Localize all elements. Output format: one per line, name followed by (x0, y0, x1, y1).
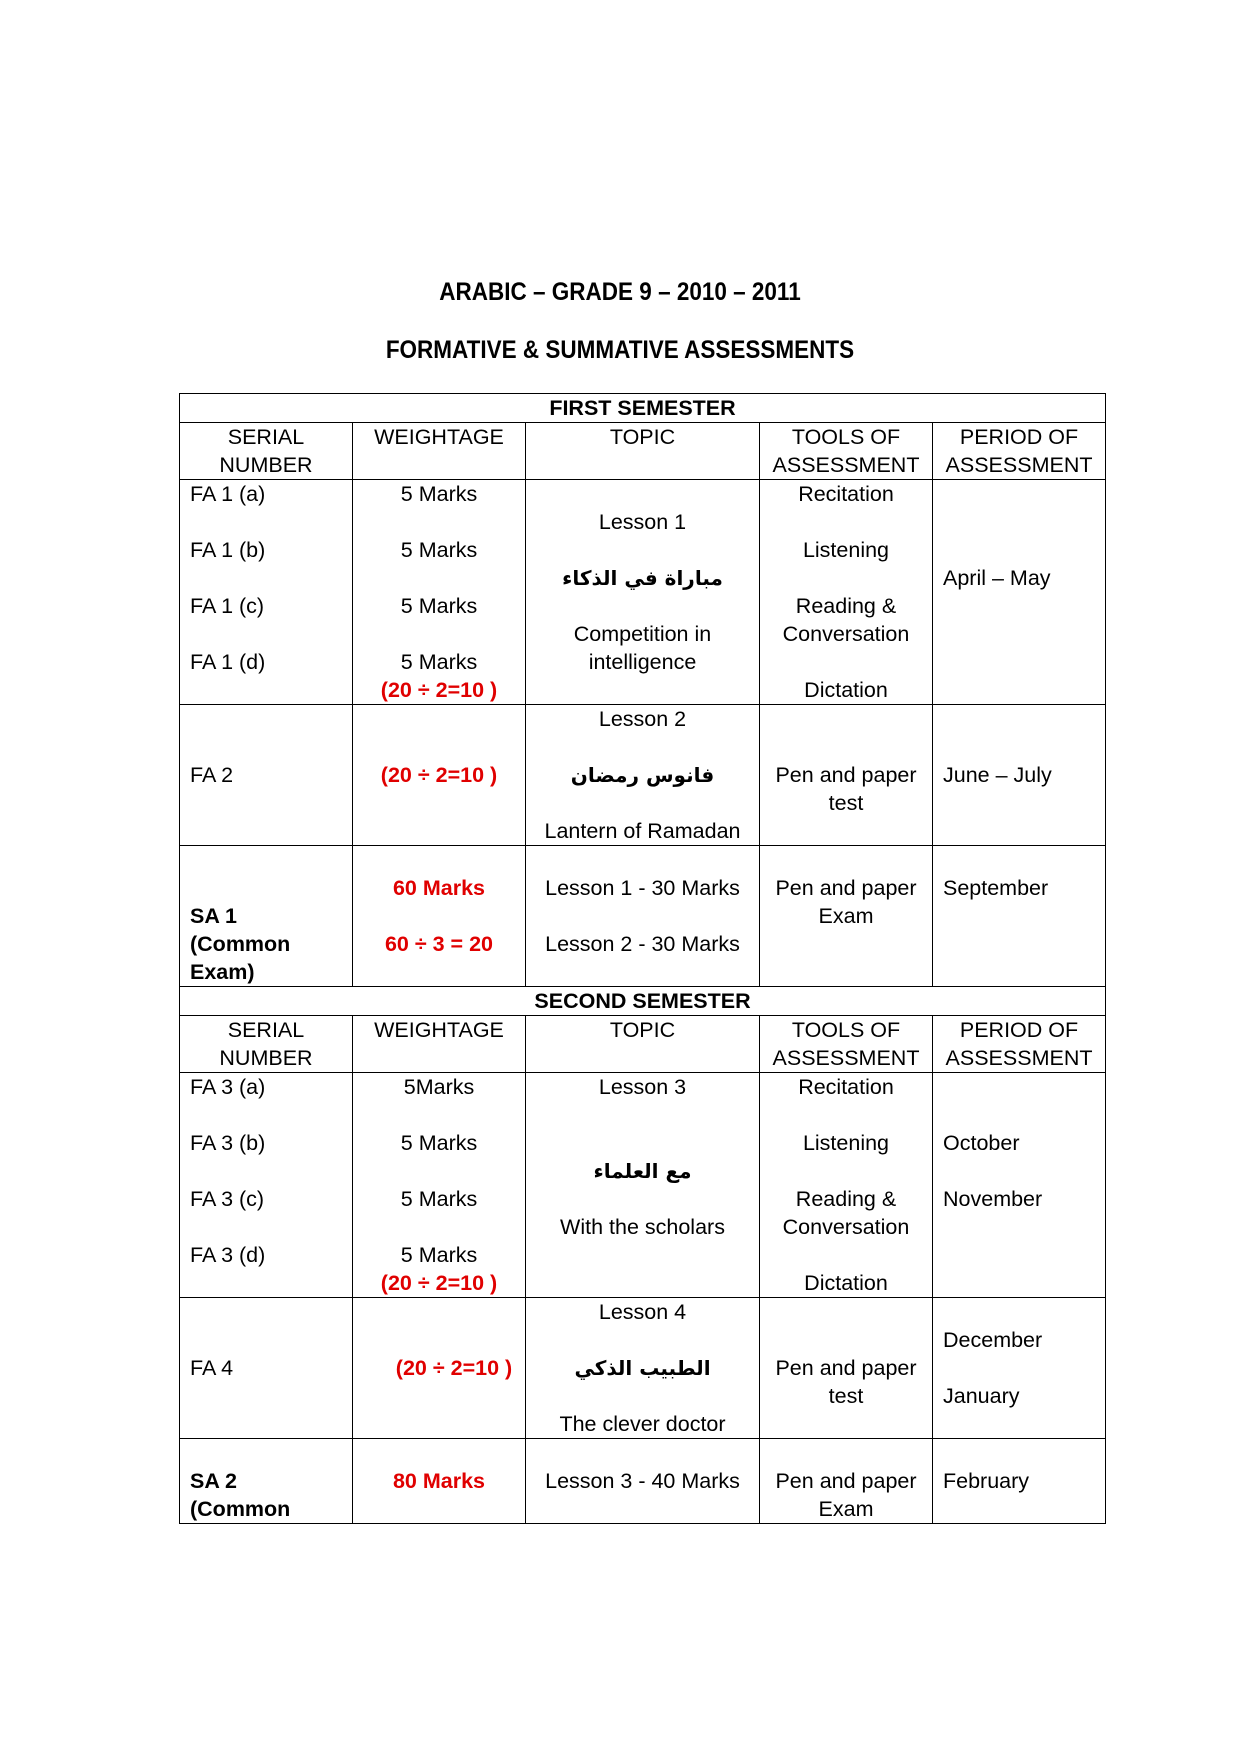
fa1-topic-english-1: Competition in (573, 622, 712, 646)
fa3-weight-total: (20 ÷ 2=10 ) (380, 1271, 498, 1295)
fa2-serial: FA 2 (190, 763, 234, 787)
fa3-serial-c: FA 3 (c) (190, 1187, 265, 1211)
fa1-tool-reading: Reading & (795, 594, 897, 618)
sa2-tools-line-2: Exam (818, 1497, 874, 1521)
fa3-period-cell (933, 1073, 1106, 1298)
fa1-period-cell (933, 480, 1106, 705)
header-row (180, 423, 1106, 480)
sa2-weight: 80 Marks (392, 1469, 486, 1493)
sa1-tools-line-1: Pen and paper (775, 876, 917, 900)
fa2-weight: (20 ÷ 2=10 ) (380, 763, 498, 787)
fa1-weight-cell (353, 480, 526, 705)
fa1-weight-a: 5 Marks (400, 482, 478, 506)
first-semester-row (180, 394, 1106, 423)
fa1-serial-b: FA 1 (b) (190, 538, 266, 562)
header2-serial-line-2: NUMBER (219, 1046, 313, 1070)
fa2-tools-line-2: test (828, 791, 864, 815)
header2-topic: TOPIC (526, 1016, 760, 1073)
fa1-tool-recitation: Recitation (798, 482, 894, 506)
fa3-serial-b: FA 3 (b) (190, 1131, 266, 1155)
fa4-weight-cell (353, 1298, 526, 1439)
fa2-weight-cell (353, 705, 526, 846)
fa3-tool-reading: Reading & (795, 1187, 897, 1211)
sa2-topic-cell (526, 1439, 760, 1524)
sa1-tools-line-2: Exam (818, 904, 874, 928)
document-subtitle: FORMATIVE & SUMMATIVE ASSESSMENTS (385, 336, 855, 364)
fa3-serial-cell (180, 1073, 353, 1298)
sa1-weight-cell (353, 846, 526, 987)
header2-serial (180, 1016, 353, 1073)
fa3-serial-a: FA 3 (a) (190, 1075, 266, 1099)
sa2-period: February (943, 1469, 1030, 1493)
fa1-topic-lesson: Lesson 1 (598, 510, 687, 534)
sa1-weight-formula: 60 ÷ 3 = 20 (384, 932, 494, 956)
fa2-row (180, 705, 1106, 846)
header-serial (180, 423, 353, 480)
sa2-period-cell (933, 1439, 1106, 1524)
second-semester-label: SECOND SEMESTER (180, 987, 1106, 1016)
sa2-row (180, 1439, 1106, 1524)
fa4-topic-lesson: Lesson 4 (598, 1300, 687, 1324)
header-serial-line-2: NUMBER (219, 453, 313, 477)
header-weightage: WEIGHTAGE (353, 423, 526, 480)
fa3-period-november: November (943, 1187, 1043, 1211)
fa4-period-december: December (943, 1328, 1043, 1352)
fa1-tool-dictation: Dictation (804, 678, 888, 702)
sa2-weight-cell (353, 1439, 526, 1524)
second-semester-row (180, 987, 1106, 1016)
sa1-period: September (943, 876, 1049, 900)
sa1-serial-line-2: (Common (190, 932, 291, 956)
sa1-topic-lesson1: Lesson 1 - 30 Marks (545, 876, 740, 900)
header2-tools-line-2: ASSESSMENT (772, 1046, 920, 1070)
header-serial-line-1: SERIAL (227, 425, 305, 449)
fa4-row (180, 1298, 1106, 1439)
fa3-weight-b: 5 Marks (400, 1131, 478, 1155)
fa4-period-cell (933, 1298, 1106, 1439)
fa4-tools-cell (760, 1298, 933, 1439)
sa2-serial-line-2: (Common (190, 1497, 291, 1521)
fa1-serial-a: FA 1 (a) (190, 482, 266, 506)
header2-serial-line-1: SERIAL (227, 1018, 305, 1042)
fa4-tools-line-1: Pen and paper (775, 1356, 917, 1380)
fa1-topic-cell (526, 480, 760, 705)
fa1-tools-cell (760, 480, 933, 705)
assessment-table (179, 393, 1106, 1524)
header2-period (933, 1016, 1106, 1073)
sa2-topic: Lesson 3 - 40 Marks (545, 1469, 740, 1493)
fa3-weight-c: 5 Marks (400, 1187, 478, 1211)
sa1-topic-cell (526, 846, 760, 987)
first-semester-label: FIRST SEMESTER (180, 394, 1106, 423)
fa1-serial-cell (180, 480, 353, 705)
fa3-weight-cell (353, 1073, 526, 1298)
sa1-topic-lesson2: Lesson 2 - 30 Marks (545, 932, 740, 956)
header-period (933, 423, 1106, 480)
header2-tools-line-1: TOOLS OF (791, 1018, 901, 1042)
fa2-period: June – July (943, 763, 1052, 787)
header2-period-line-2: ASSESSMENT (945, 1046, 1093, 1070)
fa1-period: April – May (943, 566, 1051, 590)
fa2-period-cell (933, 705, 1106, 846)
sa1-weight-marks: 60 Marks (392, 876, 486, 900)
document-title: ARABIC – GRADE 9 – 2010 – 2011 (439, 278, 801, 306)
fa4-weight: (20 ÷ 2=10 ) (395, 1356, 513, 1380)
sa1-row (180, 846, 1106, 987)
fa3-serial-d: FA 3 (d) (190, 1243, 266, 1267)
fa2-tools-cell (760, 705, 933, 846)
fa3-topic-english: With the scholars (560, 1215, 725, 1239)
fa4-period-january: January (943, 1384, 1020, 1408)
sa1-serial-line-1: SA 1 (190, 904, 237, 928)
fa4-serial-cell (180, 1298, 353, 1439)
sa2-tools-line-1: Pen and paper (775, 1469, 917, 1493)
sa1-serial-line-3: Exam) (190, 960, 255, 984)
header-period-line-2: ASSESSMENT (945, 453, 1093, 477)
header2-period-line-1: PERIOD OF (959, 1018, 1079, 1042)
fa1-topic-arabic: مباراة في الذكاء (562, 566, 723, 590)
sa2-serial-cell (180, 1439, 353, 1524)
sa1-serial-cell (180, 846, 353, 987)
fa1-weight-d: 5 Marks (400, 650, 478, 674)
header-tools (760, 423, 933, 480)
fa1-tool-listening: Listening (802, 538, 890, 562)
fa2-topic-arabic: فانوس رمضان (570, 763, 715, 787)
fa3-row (180, 1073, 1106, 1298)
fa3-tool-listening: Listening (802, 1131, 890, 1155)
fa2-topic-lesson: Lesson 2 (598, 707, 687, 731)
fa3-tool-recitation: Recitation (798, 1075, 894, 1099)
fa4-serial: FA 4 (190, 1356, 234, 1380)
header-tools-line-1: TOOLS OF (791, 425, 901, 449)
fa3-topic-cell (526, 1073, 760, 1298)
fa4-topic-english: The clever doctor (559, 1412, 726, 1436)
fa1-serial-d: FA 1 (d) (190, 650, 266, 674)
header-tools-line-2: ASSESSMENT (772, 453, 920, 477)
fa1-serial-c: FA 1 (c) (190, 594, 265, 618)
fa2-serial-cell (180, 705, 353, 846)
fa4-tools-line-2: test (828, 1384, 864, 1408)
fa3-topic-arabic: مع العلماء (593, 1159, 692, 1183)
fa2-topic-cell (526, 705, 760, 846)
fa3-tool-conversation: Conversation (782, 1215, 910, 1239)
fa3-period-october: October (943, 1131, 1020, 1155)
header2-weightage: WEIGHTAGE (353, 1016, 526, 1073)
header-row-2 (180, 1016, 1106, 1073)
fa1-row (180, 480, 1106, 705)
sa2-tools-cell (760, 1439, 933, 1524)
sa1-period-cell (933, 846, 1106, 987)
fa3-weight-a: 5Marks (403, 1075, 475, 1099)
fa3-topic-lesson: Lesson 3 (598, 1075, 687, 1099)
fa4-topic-arabic: الطبيب الذكي (574, 1356, 711, 1380)
header2-tools (760, 1016, 933, 1073)
header-period-line-1: PERIOD OF (959, 425, 1079, 449)
fa3-tool-dictation: Dictation (804, 1271, 888, 1295)
fa1-weight-b: 5 Marks (400, 538, 478, 562)
sa2-serial-line-1: SA 2 (190, 1469, 237, 1493)
fa3-tools-cell (760, 1073, 933, 1298)
fa1-topic-english-2: intelligence (588, 650, 697, 674)
fa1-tool-conversation: Conversation (782, 622, 910, 646)
fa3-weight-d: 5 Marks (400, 1243, 478, 1267)
header-topic: TOPIC (526, 423, 760, 480)
sa1-tools-cell (760, 846, 933, 987)
fa1-weight-total: (20 ÷ 2=10 ) (380, 678, 498, 702)
fa4-topic-cell (526, 1298, 760, 1439)
fa2-topic-english: Lantern of Ramadan (544, 819, 741, 843)
fa1-weight-c: 5 Marks (400, 594, 478, 618)
fa2-tools-line-1: Pen and paper (775, 763, 917, 787)
